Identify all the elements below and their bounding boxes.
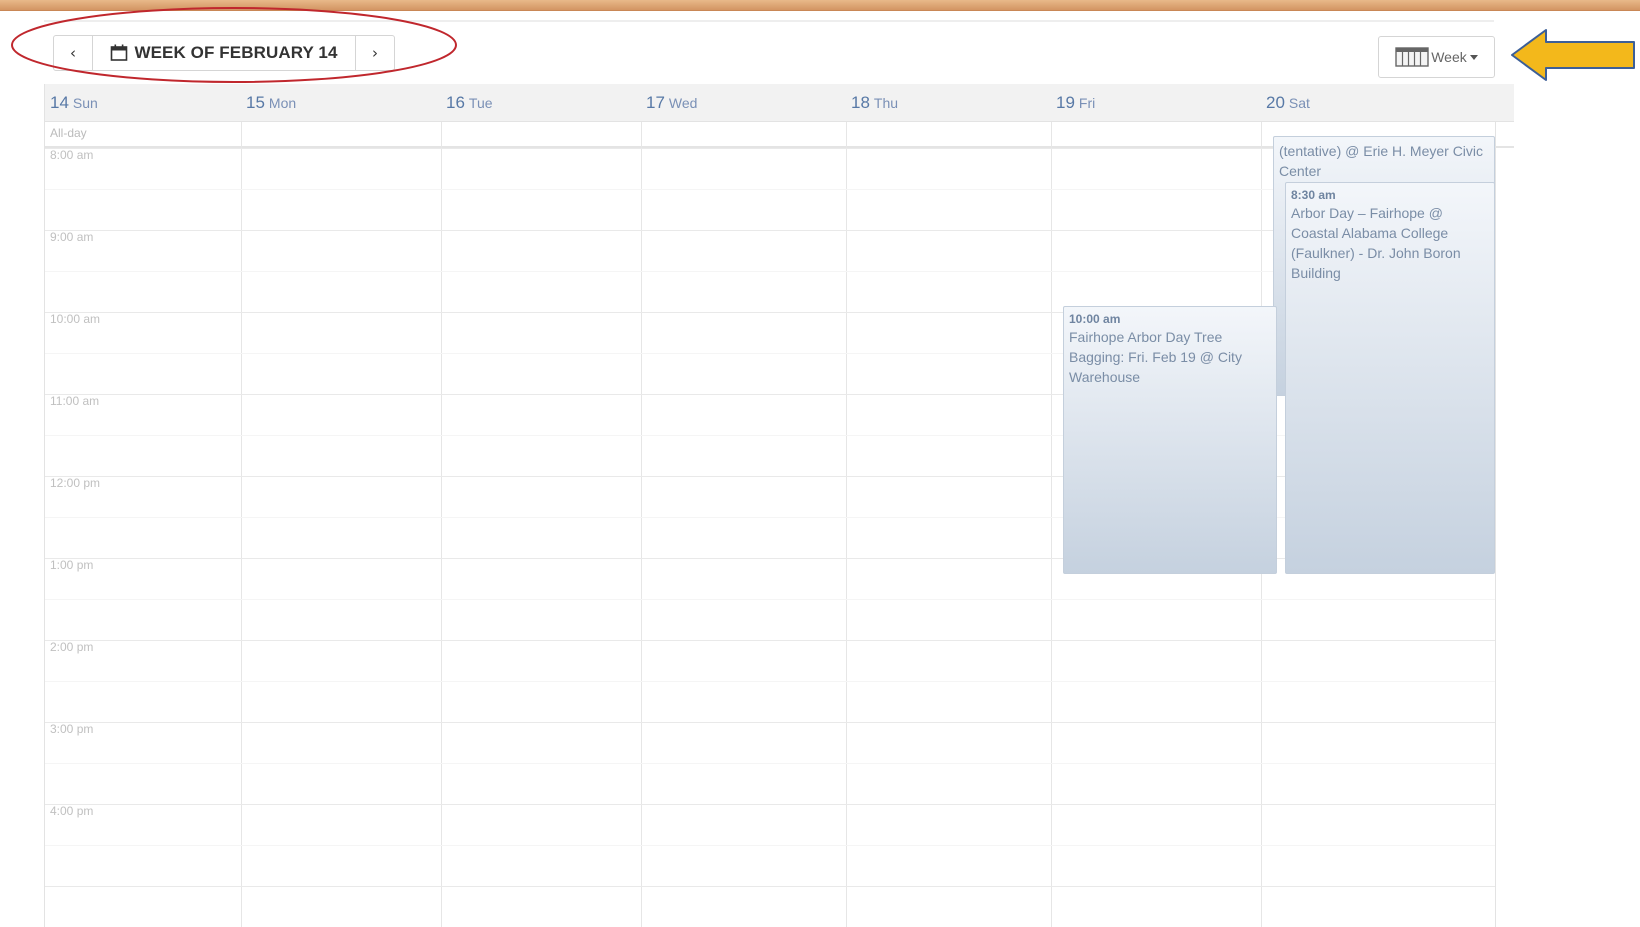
calendar-event[interactable] bbox=[1285, 182, 1495, 574]
day-header-mon[interactable]: 15 Mon bbox=[246, 93, 297, 112]
time-label: 10:00 am bbox=[50, 312, 101, 326]
time-label: 11:00 am bbox=[50, 394, 100, 408]
day-header-tue[interactable]: 16 Tue bbox=[446, 93, 493, 112]
hour-line bbox=[45, 640, 1495, 641]
half-hour-line bbox=[45, 517, 1495, 518]
chevron-right-icon: › bbox=[372, 44, 378, 62]
time-label: 2:00 pm bbox=[50, 640, 94, 654]
time-label: 1:00 pm bbox=[50, 558, 94, 572]
week-title: WEEK OF FEBRUARY 14 bbox=[134, 43, 338, 62]
time-label: 8:00 am bbox=[50, 148, 94, 162]
hour-line bbox=[45, 558, 1495, 559]
view-selector-button[interactable] bbox=[1378, 36, 1495, 78]
day-header-sun[interactable]: 14 Sun bbox=[50, 93, 98, 112]
column-divider bbox=[1051, 122, 1052, 927]
view-label: Week bbox=[1431, 49, 1467, 65]
calendar-event[interactable] bbox=[1063, 306, 1277, 574]
event-title: Arbor Day – Fairhope @ Coastal Alabama College (Faulkner) - Dr. John Boron Building bbox=[1291, 205, 1461, 281]
time-label: 12:00 pm bbox=[50, 476, 101, 490]
time-label: 3:00 pm bbox=[50, 722, 94, 736]
half-hour-line bbox=[45, 845, 1495, 846]
time-label: 4:00 pm bbox=[50, 804, 94, 818]
grid-view-icon bbox=[1395, 46, 1429, 68]
day-header-row bbox=[45, 84, 1514, 122]
hour-line bbox=[45, 804, 1495, 805]
event-title: (tentative) @ Erie H. Meyer Civic Center bbox=[1279, 143, 1484, 179]
event-time: 10:00 am bbox=[1069, 312, 1121, 326]
column-divider bbox=[241, 122, 242, 927]
half-hour-line bbox=[45, 763, 1495, 764]
column-divider bbox=[641, 122, 642, 927]
event-time: 8:30 am bbox=[1291, 188, 1336, 202]
arrow-annotation bbox=[1508, 26, 1638, 84]
half-hour-line bbox=[45, 435, 1495, 436]
time-label: 9:00 am bbox=[50, 230, 94, 244]
hour-line bbox=[45, 722, 1495, 723]
hour-line bbox=[45, 886, 1495, 887]
caret-down-icon bbox=[1470, 55, 1478, 60]
chevron-left-icon: ‹ bbox=[70, 44, 76, 62]
column-divider bbox=[846, 122, 847, 927]
event-title: Fairhope Arbor Day Tree Bagging: Fri. Feb 19 @ City Warehouse bbox=[1069, 329, 1242, 385]
column-divider bbox=[441, 122, 442, 927]
day-header-wed[interactable]: 17 Wed bbox=[646, 93, 698, 112]
week-calendar-grid bbox=[44, 84, 1496, 927]
hour-line bbox=[45, 476, 1495, 477]
day-header-sat[interactable]: 20 Sat bbox=[1266, 93, 1310, 112]
half-hour-line bbox=[45, 681, 1495, 682]
half-hour-line bbox=[45, 599, 1495, 600]
day-header-fri[interactable]: 19 Fri bbox=[1056, 93, 1096, 112]
highlight-ellipse-annotation bbox=[8, 4, 460, 86]
all-day-label: All-day bbox=[50, 126, 87, 140]
day-header-thu[interactable]: 18 Thu bbox=[851, 93, 899, 112]
